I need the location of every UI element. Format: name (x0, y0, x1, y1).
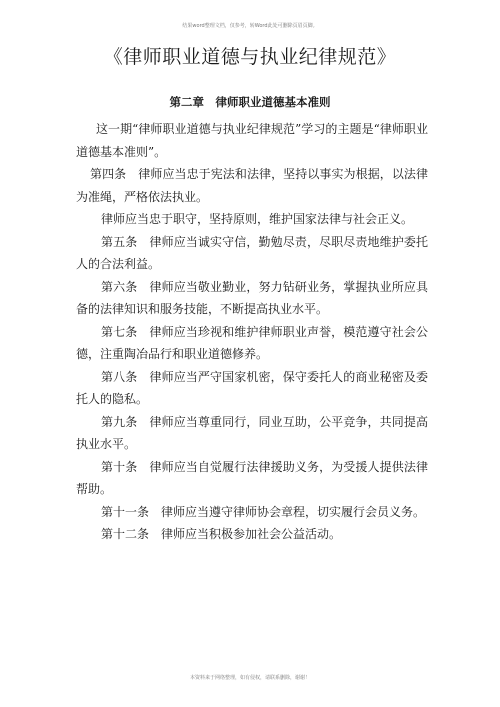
article-7-paragraph: 第七条 律师应当珍视和维护律师职业声誉，模范遵守社会公德，注重陶冶品行和职业道德修养。 (76, 324, 428, 361)
document-title: 《律师职业道德与执业纪律规范》 (103, 46, 397, 68)
article-11-paragraph: 第十一条 律师应当遵守律师协会章程，切实履行会员义务。 (101, 504, 426, 519)
article-4-paragraph: 第四条 律师应当忠于宪法和法律，坚持以事实为根据，以法律为准绳，严格依法执业。 (76, 167, 428, 204)
article-6-paragraph: 第六条 律师应当敬业勤业，努力钻研业务，掌握执业所应具备的法律知识和服务技能，不断提高执业水平。 (76, 279, 428, 316)
intro-paragraph: 这一期“律师职业道德与执业纪律规范”学习的主题是“律师职业道德基本准则”。 (76, 122, 428, 159)
chapter-heading: 第二章 律师职业道德基本准则 (169, 95, 331, 109)
page-header-note: 结果word整理文档，仅参考，转Word此处可删除页眉页脚。 (182, 23, 318, 29)
article-8-paragraph: 第八条 律师应当严守国家机密，保守委托人的商业秘密及委托人的隐私。 (76, 369, 428, 406)
article-9-paragraph: 第九条 律师应当尊重同行，同业互助，公平竞争，共同提高执业水平。 (76, 414, 428, 451)
article-4-continuation: 律师应当忠于职守，坚持原则，维护国家法律与社会正义。 (101, 212, 414, 226)
document-body (76, 118, 428, 546)
article-10-paragraph: 第十条 律师应当自觉履行法律援助义务，为受援人提供法律帮助。 (76, 459, 428, 496)
article-12-paragraph: 第十二条 律师应当积极参加社会公益活动。 (101, 527, 342, 541)
article-5-paragraph: 第五条 律师应当诚实守信，勤勉尽责，尽职尽责地维护委托人的合法利益。 (76, 234, 428, 271)
page-footer-note: 本资料来于网络整理，如有侵权，请联系删除，谢谢！ (189, 675, 310, 681)
